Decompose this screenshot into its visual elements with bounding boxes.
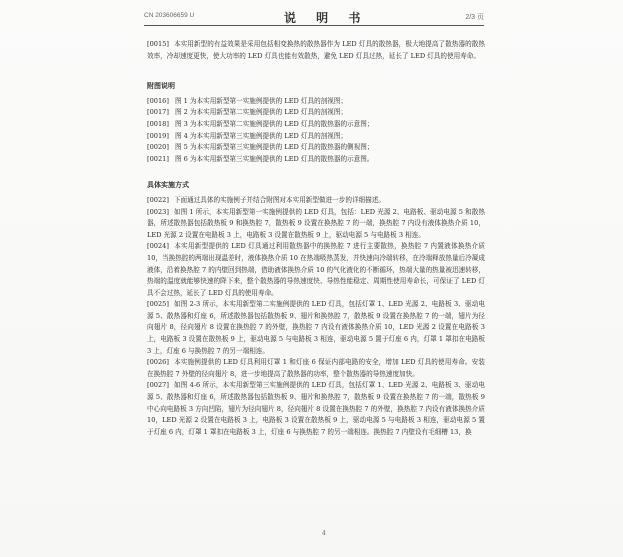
page-indicator: 2/3 页 <box>465 14 484 21</box>
paragraph-text: 如图 4-6 所示，本实用新型第三实施例提供的 LED 灯具，包括灯罩 1、LED 光源 2、电路板 3、驱动电源 5、散热器和灯座 6，所述散热器包括散热板 9、翅片和换热腔 7，散热板 9 设置在换热腔 7 的一端，散热板 9 中心向电路板 3 方向凹陷，翅片为径向翅片 8，径向翅片 8 设置在换热腔 7 的外壁，换热腔 7 内设有液体换热介质 10，LED 光源 2 设置在电路板 3 上，电路板 3 设置在散热板 9 上，驱动电源 5 与电路板 3 相连，驱动电源 5 置于灯座 6 内，灯罩 1 罩扣在电路板 3 上，灯座 6 与换热腔 7 的另一端相连。换热腔 7 内壁设有毛细槽 13，换 <box>147 381 485 436</box>
paragraph-number: [0016] <box>147 96 169 105</box>
paragraph-0023 <box>147 207 485 242</box>
document-body <box>147 39 485 438</box>
paragraph-number: [0022] <box>147 195 169 204</box>
figures-heading: 附图说明 <box>147 81 175 91</box>
paragraph-text: 本实施例提供的 LED 灯具利用灯罩 1 和灯座 6 保证内部电路的安全，增加 LED 灯具的使用寿命。安装在换热腔 7 外壁的径向翅片 8，进一步地提高了散热器的功率，整个散热器的导热速度加快。 <box>147 358 485 378</box>
figure-description <box>147 131 485 143</box>
paragraph-number: [0020] <box>147 143 169 152</box>
figure-text: 图 3 为本实用新型第二实施例提供的 LED 灯具的散热器的示意图； <box>174 119 374 128</box>
paragraph-0015 <box>147 39 485 62</box>
paragraph-number: [0027] <box>147 381 169 390</box>
paragraph-text: 本实用新型的有益效果是采用包括相变换热的散热器作为 LED 灯具的散热器，极大地提高了散热器的散热效率，冷却速度更快，使大功率的 LED 灯具也能有效散热，避免 LED 灯具过热，延长了 LED 灯具的使用寿命。 <box>147 40 485 60</box>
paragraph-number: [0026] <box>147 358 169 367</box>
page-header <box>144 9 484 26</box>
paragraph-0022 <box>147 195 485 207</box>
paragraph-text: 本实用新型提供的 LED 灯具通过利用散热器中的换热腔 7 进行主要散热，换热腔 7 内置液体换热介质 10，当换热腔的两端出现温差时，液体换热介质 10 在热端吸热蒸发，并快速向冷端转移，在冷端释放热量后冷凝成液体，沿着换热腔 7 的内壁回到热端，借助液体换热介质 10 的气化液化的不断循环，热端大量的热量被迅速转移，热端的温度就能够快速的降下来，整个散热器的导热速度快、导热性能稳定、周期性使用寿命长，可保证了 LED 灯具不会过热，延长了 LED 灯具的使用寿命。 <box>147 242 485 297</box>
figure-text: 图 2 为本实用新型第二实施例提供的 LED 灯具的剖视图； <box>174 108 348 117</box>
paragraph-number: [0021] <box>147 154 169 163</box>
paragraph-text: 如图 1 所示，本实用新型第一实施例提供的 LED 灯具，包括：LED 光源 2、电路板、驱动电源 5 和散热器，所述散热器包括散热板 9 和换热腔 7，散热板 9 设置在换热腔 7 的一端，换热腔 7 内设有液体换热介质 10，LED 光源 2 设置在电路板 3 上，电路板 3 设置在散热板 9 上，驱动电源 5 与电路板 3 相连。 <box>147 207 485 239</box>
figure-description <box>147 96 485 108</box>
figure-description <box>147 142 485 154</box>
paragraph-number: [0019] <box>147 131 169 140</box>
embodiment-heading: 具体实施方式 <box>147 180 189 190</box>
paragraph-0027 <box>147 380 485 438</box>
document-number: CN 203606659 U <box>144 12 195 19</box>
document-title: 说 明 书 <box>284 11 369 25</box>
figure-text: 图 4 为本实用新型第三实施例提供的 LED 灯具的剖视图； <box>174 131 348 140</box>
paragraph-text: 下面通过具体的实施例子并结合附图对本实用新型做进一步的详细描述。 <box>173 195 385 204</box>
paragraph-text: 如图 2-3 所示，本实用新型第二实施例提供的 LED 灯具，包括灯罩 1、LED 光源 2、电路板 3、驱动电源 5、散热器和灯座 6，所述散热器包括散热板 9、翅片和换热腔 7，散热板 9 设置在换热腔 7 的一端，翅片为径向翅片 8，径向翅片 8 设置在换热腔 7 的外壁，换热腔 7 内设有液体换热介质 10，LED 光源 2 设置在电路板 3 上，电路板 3 设置在散热板 9 上，驱动电源 5 与电路板 3 相连，驱动电源 5 置于灯座 6 内，灯罩 1 罩扣在电路板 3 上，灯座 6 与换热腔 7 的另一端相连。 <box>147 300 485 355</box>
figure-text: 图 5 为本实用新型第三实施例提供的 LED 灯具的散热器的侧视图； <box>174 143 374 152</box>
paragraph-number: [0025] <box>147 300 169 309</box>
paragraph-number: [0023] <box>147 207 169 216</box>
paragraph-0026 <box>147 357 485 380</box>
paragraph-number: [0018] <box>147 119 169 128</box>
figure-description <box>147 154 485 166</box>
paragraph-number: [0015] <box>147 40 169 48</box>
paragraph-number: [0017] <box>147 108 169 117</box>
figure-text: 图 1 为本实用新型第一实施例提供的 LED 灯具的剖视图； <box>174 96 348 105</box>
paragraph-number: [0024] <box>147 242 169 251</box>
paragraph-0024 <box>147 241 485 299</box>
paragraph-0025 <box>147 299 485 357</box>
figure-description <box>147 119 485 131</box>
figure-description <box>147 107 485 119</box>
page-number: 4 <box>322 530 326 537</box>
figure-text: 图 6 为本实用新型第三实施例提供的 LED 灯具的散热器的示意图。 <box>174 154 374 163</box>
